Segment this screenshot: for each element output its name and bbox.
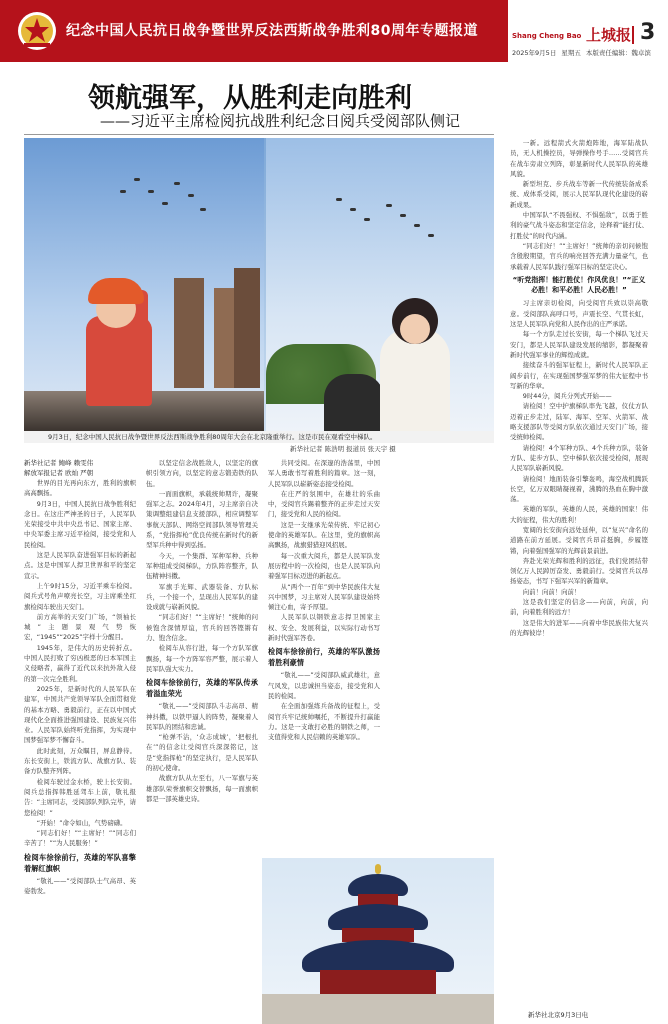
- paragraph: 9月3日，中国人民抗日战争胜利纪念日。在这庄严神圣的日子，人民军队光荣接受中共中央总书记、国家主席、中央军委主席习近平检阅，接受党和人民检阅。: [24, 499, 136, 549]
- page-header: [0, 0, 668, 62]
- paragraph: 中国军队“不畏强权、不惧强敌”，以勇于胜利的豪气战斗姿态和坚定信念，诠释着“能打仗、打胜仗”的时代内涵。: [510, 211, 648, 240]
- building: [214, 288, 236, 388]
- paragraph: 这是我们坚定的信念——向前，向前，向前，向着胜利的远方！: [510, 598, 648, 617]
- paragraph: 检阅车驶过金水桥，驶上长安街。阅兵总指挥韩胜延驾车上前，敬礼报告：“主席同志，受阅部队列队完毕，请您检阅！”: [24, 777, 136, 817]
- paragraph: 请检阅！地面装备引擎轰鸣，海空战机腾跃长空，亿万双眼睛凝视着，沸腾的热血在胸中激荡。: [510, 474, 648, 504]
- masthead-divider: [632, 26, 634, 44]
- text-column-3: [268, 458, 380, 854]
- paragraph: “枪弹不沾，‘众志成城’，‘把根扎在’”的信念让受阅官兵深深铭记，这是“党指挥枪”的坚定执行，是人民军队的初心使命。: [146, 733, 258, 773]
- paragraph: 这是一支继承光荣传统、牢记初心使命的英雄军队。在这里，党的旗帜高高飘扬，战旗猎猎迎风招展。: [268, 520, 380, 550]
- paragraph: 在全面加强练兵备战的征程上，受阅官兵牢记统帅嘱托，不断提升打赢能力。这是一支敢打必胜的钢铁之师，一支值得党和人民信赖的英雄军队。: [268, 702, 380, 742]
- paragraph: 每一个方队走过长安街，每一个梯队飞过天安门，都是人民军队建设发展的缩影，都凝聚着新时代强军事业的辉煌成就。: [510, 330, 648, 359]
- plane-mark: [148, 190, 154, 193]
- banner-title: 纪念中国人民抗日战争暨世界反法西斯战争胜利80周年专题报道: [66, 23, 478, 39]
- paragraph: 今天，一个集群、军种军种、兵种军种组成受阅梯队，方队阵容整齐，队伍精神抖擞。: [146, 551, 258, 581]
- paper-name-en: Shang Cheng Bao: [512, 32, 582, 40]
- column-3-body: [268, 458, 380, 643]
- issue-meta: [512, 48, 656, 57]
- text-column-4: [510, 138, 648, 1008]
- masthead: [508, 0, 668, 62]
- page-number: 3: [640, 20, 656, 45]
- column-1-body: [24, 478, 136, 849]
- temple-of-heaven-image: [262, 858, 494, 1024]
- temple-wall: [320, 970, 436, 994]
- building: [234, 268, 260, 388]
- soldier-cap: [88, 278, 144, 304]
- temple-terrace: [262, 994, 494, 1024]
- paragraph: 检阅车从容行进，每一个方队军旗飘扬，每一个方阵军容严整，展示着人民军队强大实力。: [146, 644, 258, 673]
- paragraph: 一面面旗帜，承载统帅期许，凝聚强军之志。2024年4月，习主席亲自决策调整组建信息支援部队，相应调整军事航天部队、网络空间部队领导管理关系，“党指挥枪”优良传统在新时代的新型军兵种中得到弘扬。: [146, 489, 258, 550]
- column-2-body: [146, 458, 258, 674]
- dateline-signature: 新华社北京9月3日电: [528, 1011, 589, 1019]
- paragraph: 共同受阅。在深邃的浩荡里，中国军人勇敢书写着胜利的篇章。这一刻，人民军队以崭新姿态接受检阅。: [268, 459, 380, 488]
- paragraph: “敬礼——”受阅部队威武雄壮，意气风发，以忠诚担当姿态，接受党和人民的检阅。: [268, 671, 380, 700]
- section-heading: 检阅车徐徐前行，英雄的军队激扬着胜利豪情: [268, 647, 380, 668]
- lead-photo: [24, 138, 494, 431]
- paragraph: 在庄严的氛围中，在雄壮的乐曲中，受阅官兵踢着整齐的正步走过天安门，接受党和人民的检阅。: [268, 489, 380, 519]
- photo-soldier: [24, 138, 264, 431]
- column-4-body-b: [510, 298, 648, 638]
- plane-mark: [200, 208, 206, 211]
- paragraph: “同志们好！”“主席好！”统帅的亲切问候饱含殷殷期望，官兵的响亮回答充满力量豪气，也承载着人民军队践行强军目标的坚定决心。: [510, 241, 648, 271]
- paragraph: 每一次重大阅兵，都是人民军队发展历程中的一次检阅，也是人民军队向着强军目标迈进的新起点。: [268, 551, 380, 581]
- plane-mark: [364, 218, 370, 221]
- column-3-body-b: [268, 670, 380, 742]
- paragraph: 9时44分，阅兵分列式开始——: [522, 392, 612, 401]
- plane-mark: [162, 202, 168, 205]
- soldier: [86, 316, 152, 406]
- paragraph: 人民军队以钢铁意志捍卫国家主权、安全、发展利益，以实际行动书写新时代强军答卷。: [268, 613, 380, 643]
- paragraph: 宽阔的长安街向远处延伸，以“复兴”命名的道路在前方延展。受阅官兵昂首挺胸，步履铿锵，向着强国强军的光辉前景前进。: [510, 525, 648, 555]
- slogan-highlight: “听党指挥！能打胜仗！作风优良！”“正义必胜！和平必胜！人民必胜！”: [512, 275, 646, 295]
- photo-caption: 9月3日，纪念中国人民抗日战争暨世界反法西斯战争胜利80周年大会在北京隆重举行。这是市民在观看空中梯队。: [24, 431, 494, 443]
- paragraph: 向前！向前！向前！: [522, 587, 581, 596]
- byline: 新华社记者 鲍峰 赖雯伟 解放军报记者 欧灿 严朝: [24, 459, 94, 477]
- paper-name: 上城报: [586, 26, 632, 44]
- plane-mark: [336, 198, 342, 201]
- paragraph: “开始！”命令如山，气势磅礴。: [36, 818, 127, 827]
- plane-mark: [350, 208, 356, 211]
- paragraph: 请检阅！4个军种方队、4个兵种方队，装备方队、徒步方队、空中梯队依次接受检阅，展现人民军队崭新风貌。: [510, 443, 648, 473]
- temple-roof-bottom: [302, 940, 454, 972]
- headline: 领航强军，从胜利走向胜利: [88, 83, 412, 114]
- paragraph: 军旗手光辉、武器装备、方队标兵，一个接一个，呈现出人民军队的建设成就与崭新风貌。: [146, 582, 258, 612]
- paragraph: 上午9时15分，习近平乘车检阅。阅兵式号角声嘹亮长空，习主席乘坐红旗检阅车驶出天安门。: [24, 581, 136, 611]
- plane-mark: [400, 214, 406, 217]
- column-4-body: [510, 138, 648, 272]
- building: [174, 278, 204, 388]
- text-column-2: [146, 458, 258, 1018]
- banner-bar: [0, 0, 508, 62]
- paragraph: “同志们好！”“主席好！”“同志们辛苦了！”“为人民服务！”: [24, 829, 136, 848]
- page-editor: 本版责任编辑：魏卓滨: [585, 49, 651, 57]
- divider: [24, 134, 494, 135]
- paragraph: 战旗方队从左至右，八一军旗与英雄部队荣誉旗帜交替飘扬，每一面旗帜都是一部英雄史诗。: [146, 774, 258, 803]
- paragraph: 以坚定信念战胜敌人，以坚定的旗帜引领方向，以坚定的意志锻造铁的队伍。: [146, 459, 258, 488]
- text-column-3b: [388, 458, 494, 854]
- paragraph: 世界的目光再向东方，胜利的旗帜高高飘扬。: [24, 479, 136, 498]
- paragraph: 此时此刻，万众瞩目，屏息静待。东长安街上，铁流方队、战旗方队、装备方队整齐列阵。: [24, 746, 136, 776]
- paragraph: 新型坦克、步兵战车等新一代传统装备成系统、成体系受阅，展示人民军队现代化建设的崭新成果。: [510, 180, 648, 209]
- child-face: [400, 314, 430, 344]
- plane-mark: [174, 182, 180, 185]
- paragraph: 1945年，是伟大的历史转折点。中国人民打败了穷凶极恶的日本军国主义侵略者，赢得了近代以来抗外敌入侵的第一次完全胜利。: [24, 643, 136, 683]
- plane-mark: [188, 194, 194, 197]
- issue-weekday: 星期五: [561, 49, 581, 57]
- paragraph: 接续奋斗的强军征程上，新时代人民军队正阔步前行，在实现强国梦强军梦的伟大征程中书写新的华章。: [510, 361, 648, 390]
- temple-roof-middle: [328, 904, 428, 930]
- plane-mark: [414, 224, 420, 227]
- temple-roof-top: [348, 874, 408, 896]
- paragraph: “敬礼——”受阅部队斗志高昂、精神抖擞，以铁甲逼人的阵势，凝聚着人民军队的团结和忠诚。: [146, 702, 258, 731]
- paragraph: 英雄的军队，英雄的人民，英雄的国家！伟大的征程，伟大的胜利！: [510, 505, 648, 524]
- section-heading: 检阅车徐徐前行，英雄的军队喜擎着解红旗帜: [24, 852, 136, 873]
- paragraph: 2025年，是新时代的人民军队在建军，中国共产党领导军队全面贯彻党的基本方略、勇毅前行，正在以中国式现代化全面推进强国建设、民族复兴伟业。人民军队始终听党指挥，为实现中国梦强军梦不懈奋斗。: [24, 684, 136, 745]
- paragraph: 请检阅！空中护旗梯队率先飞越，仪仗方队迈着正步走过，陆军、海军、空军、火箭军、战略支援部队等受阅方队依次通过天安门广场，接受统帅检阅。: [510, 402, 648, 442]
- paragraph: 这是人民军队奋进强军目标的新起点。这是中国军人捍卫世界和平的坚定宣示。: [24, 551, 136, 580]
- anniversary-emblem-icon: [16, 10, 58, 52]
- paragraph: 奔赴光荣光辉和胜利的远征，我们党团结带领亿万人民踔厉奋发、勇毅前行。受阅官兵以昂扬姿态，书写下强军兴军的新篇章。: [510, 556, 648, 586]
- paragraph: 习主席亲切检阅，向受阅官兵致以崇高敬意。受阅部队高呼口号，声震长空、气贯长虹，这是人民军队向党和人民作出的庄严承诺。: [510, 299, 648, 329]
- photo-credit: 新华社记者 陈浩明 报道员 张天宇 摄: [290, 445, 396, 453]
- plane-mark: [428, 234, 434, 237]
- column-2-body-b: [146, 701, 258, 804]
- paragraph: 从“两个一百年”到中华民族伟大复兴中国梦，习主席对人民军队建设始终倾注心血，寄予厚望。: [268, 582, 380, 612]
- paragraph: 这是伟大的进军——向着中华民族伟大复兴的光辉彼岸！: [510, 618, 648, 637]
- plane-mark: [386, 204, 392, 207]
- paragraph: “同志们好！”“主席好！”统帅的问候饱含深情厚谊，官兵的回答铿锵有力、饱含信念。: [146, 613, 258, 643]
- spectator-adult: [324, 374, 384, 431]
- text-column-1: [24, 458, 136, 1018]
- paragraph: 前方高举的天安门广场，“领袖长城”主题景观气势恢宏，“1945”“2025”字样十分醒目。: [24, 612, 136, 642]
- plane-mark: [134, 178, 140, 181]
- temple-finial: [375, 864, 381, 874]
- plane-mark: [120, 190, 126, 193]
- section-heading: 检阅车徐徐前行，英雄的军队传承着溢血荣光: [146, 678, 258, 699]
- paragraph: “敬礼——”受阅部队士气高昂、英姿勃发。: [24, 876, 136, 895]
- paragraph: 一新。远程箭式火箭炮阵地，海军陆战队员，无人机操控员，导弹操作号手……受阅官兵在战车旁肃立列阵，彰显新时代人民军队的英雄风貌。: [510, 139, 648, 178]
- subheadline: ——习近平主席检阅抗战胜利纪念日阅兵受阅部队侧记: [100, 112, 461, 130]
- issue-date: 2025年9月5日: [512, 49, 557, 57]
